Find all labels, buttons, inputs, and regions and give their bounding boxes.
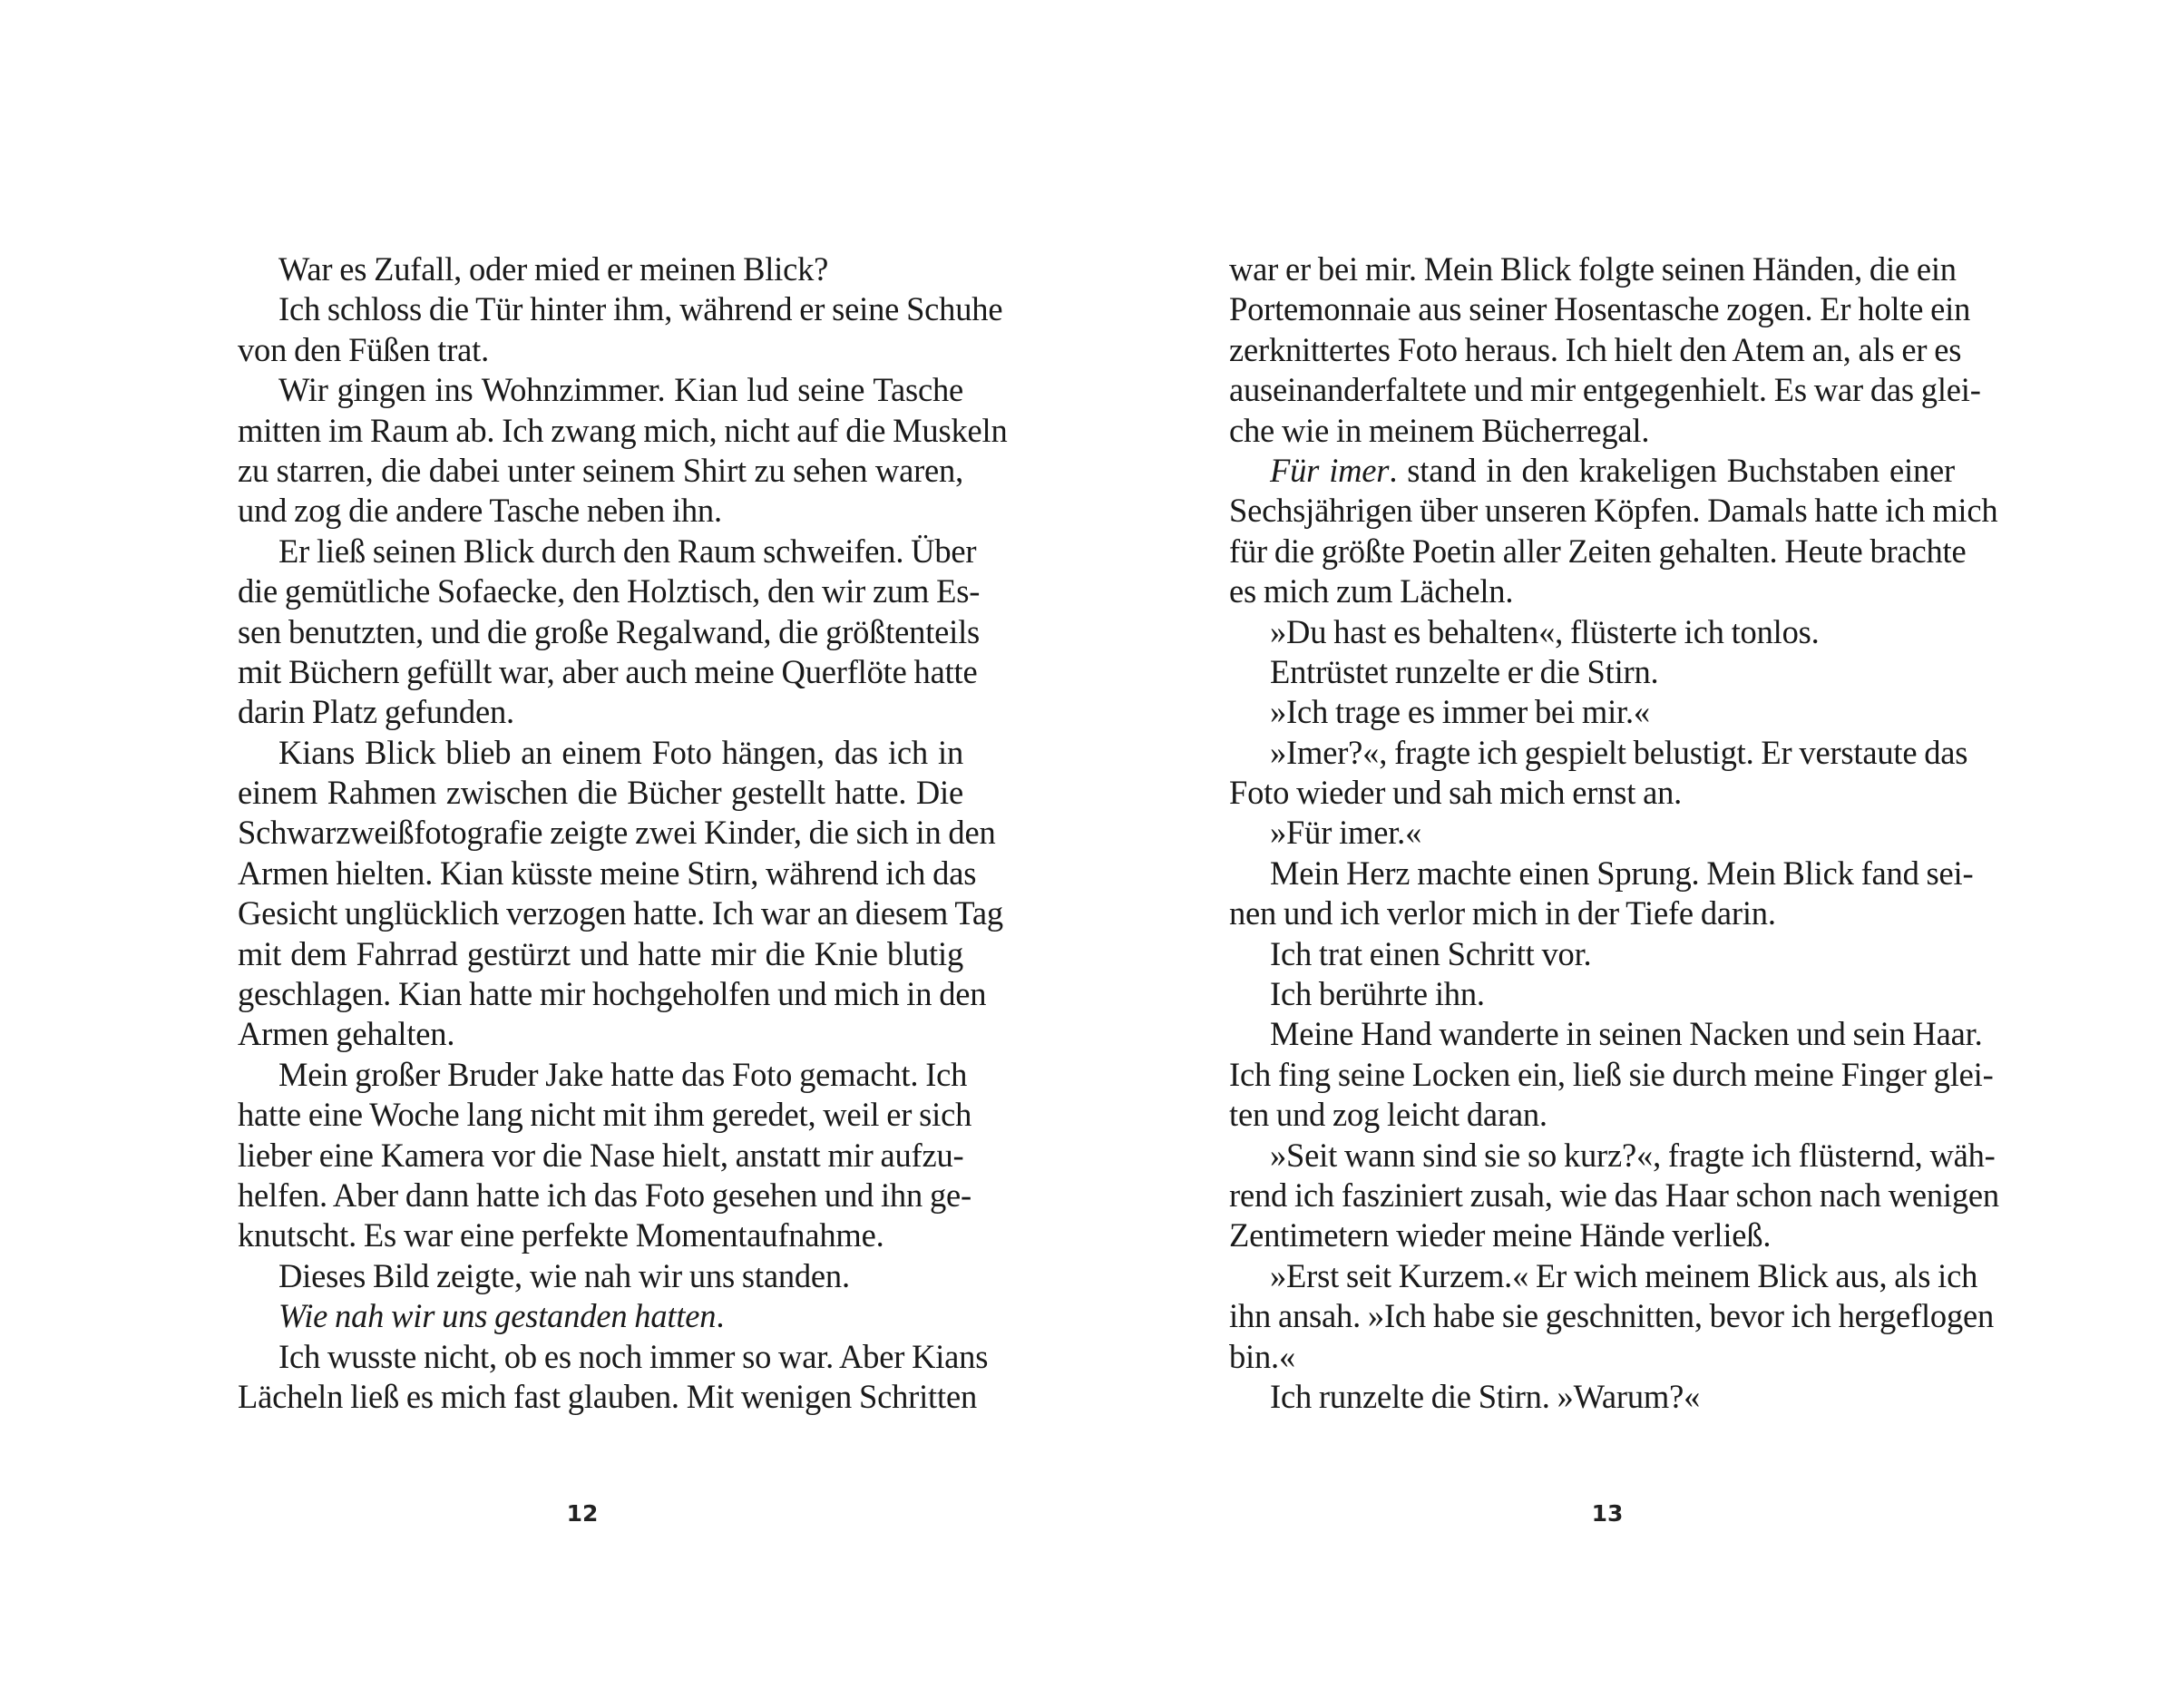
text-line [238, 733, 963, 773]
line-text: es mich zum Lächeln. [1229, 572, 1514, 610]
text-line [1229, 854, 1974, 893]
text-line [238, 612, 981, 652]
text-line [238, 289, 1003, 329]
text-line [238, 1095, 972, 1135]
text-line [238, 1256, 963, 1296]
text-line [1229, 1176, 1999, 1215]
text-line [1229, 1215, 1955, 1255]
line-text: nen und ich verlor mich in der Tiefe darin. [1229, 894, 1776, 932]
text-line [238, 1176, 971, 1215]
line-text: von den Füßen trat. [238, 330, 490, 368]
line-text: ihn ansah. »Ich habe sie geschnitten, bevor ich hergeflogen [1229, 1297, 1995, 1335]
text-line [238, 249, 963, 289]
line-text: War es Zufall, oder mied er meinen Blick? [278, 250, 829, 288]
line-text: Gesicht unglücklich verzogen hatte. Ich war an diesem Tag [238, 894, 1003, 932]
line-text: geschlagen. Kian hatte mir hochgeholfen und mich in den [238, 975, 987, 1013]
line-text: für die größte Poetin aller Zeiten gehalten. Heute brachte [1229, 532, 1967, 570]
right-page-body [1229, 249, 1999, 1417]
italic-phrase: Für imer [1270, 451, 1390, 489]
line-text: knutscht. Es war eine perfekte Momentaufnahme. [238, 1216, 884, 1254]
line-text: hatte eine Woche lang nicht mit ihm geredet, weil er sich [238, 1096, 972, 1134]
text-line [238, 1136, 963, 1176]
line-text: Ich runzelte die Stirn. »Warum?« [1270, 1377, 1701, 1415]
line-text: und zog die andere Tasche neben ihn. [238, 492, 722, 530]
text-line [1229, 249, 1955, 289]
text-line [1229, 330, 1962, 370]
text-line [1229, 893, 1955, 933]
text-line [238, 1055, 968, 1095]
text-line [1229, 974, 1955, 1014]
text-line [238, 893, 1003, 933]
line-text: darin Platz gefunden. [238, 693, 514, 731]
left-page [0, 0, 1088, 1708]
line-text: Foto wieder und sah mich ernst an. [1229, 774, 1683, 812]
line-text: Kians Blick blieb an einem Foto hängen, das ich in [278, 733, 963, 771]
text-line [1229, 1296, 1995, 1336]
page-number-left: 12 [566, 1500, 599, 1527]
text-line [1229, 1055, 1994, 1095]
line-text: war er bei mir. Mein Blick folgte seinen Händen, die ein [1229, 250, 1957, 288]
line-text: zerknittertes Foto heraus. Ich hielt den Atem an, als er es [1229, 330, 1962, 368]
line-text: Ich trat einen Schritt vor. [1270, 934, 1592, 972]
left-page-body [238, 249, 1008, 1417]
text-line [238, 411, 1008, 451]
line-text: »Erst seit Kurzem.« Er wich meinem Blick aus, als ich [1270, 1256, 1978, 1294]
line-text: . [716, 1297, 725, 1335]
text-line [1229, 289, 1971, 329]
text-line [1229, 451, 1955, 491]
text-line [1229, 1095, 1955, 1135]
line-text: Entrüstet runzelte er die Stirn. [1270, 652, 1659, 690]
text-line [238, 1014, 963, 1054]
text-line [238, 652, 978, 692]
page-number-right: 13 [1591, 1500, 1624, 1527]
line-text: lieber eine Kamera vor die Nase hielt, anstatt mir aufzu- [238, 1136, 964, 1174]
line-text: Lächeln ließ es mich fast glauben. Mit wenigen Schritten [238, 1377, 977, 1415]
text-line [1229, 1256, 1978, 1296]
line-text: »Du hast es behalten«, flüsterte ich tonlos. [1270, 612, 1820, 650]
text-line [1229, 1014, 1983, 1054]
right-page [1088, 0, 2177, 1708]
text-line [1229, 532, 1967, 571]
text-line [238, 330, 963, 370]
line-text: Dieses Bild zeigte, wie nah wir uns standen. [278, 1256, 850, 1294]
text-line [1229, 1136, 1996, 1176]
text-line [238, 813, 996, 853]
line-text: »Imer?«, fragte ich gespielt belustigt. Er verstaute das [1270, 733, 1968, 771]
text-line [238, 1337, 989, 1377]
text-line [238, 370, 963, 410]
line-text: Schwarzweißfotografie zeigte zwei Kinder, die sich in den [238, 814, 996, 852]
line-text: mit dem Fahrrad gestürzt und hatte mir die Knie blutig [238, 934, 963, 972]
line-text: »Für imer.« [1270, 814, 1422, 852]
text-line [238, 1377, 977, 1417]
text-line [1229, 934, 1955, 974]
line-text: . stand in den krakeligen Buchstaben einer [1389, 451, 1955, 489]
text-line [1229, 813, 1955, 853]
line-text: mit Büchern gefüllt war, aber auch meine Querflöte hatte [238, 652, 978, 690]
line-text: Ich wusste nicht, ob es noch immer so war. Aber Kians [278, 1337, 989, 1375]
text-line [1229, 571, 1955, 611]
line-text: Er ließ seinen Blick durch den Raum schweifen. Über [278, 532, 977, 570]
text-line [1229, 612, 1955, 652]
text-line [238, 692, 963, 732]
line-text: zu starren, die dabei unter seinem Shirt zu sehen waren, [238, 451, 963, 489]
text-line [238, 854, 977, 893]
text-line [238, 491, 963, 531]
line-text: che wie in meinem Bücherregal. [1229, 411, 1650, 449]
line-text: Mein großer Bruder Jake hatte das Foto gemacht. Ich [278, 1055, 968, 1093]
line-text: Mein Herz machte einen Sprung. Mein Blick fand sei- [1270, 854, 1974, 892]
text-line [238, 571, 981, 611]
line-text: ten und zog leicht daran. [1229, 1096, 1547, 1134]
line-text: Armen hielten. Kian küsste meine Stirn, während ich das [238, 854, 977, 892]
line-text: rend ich fasziniert zusah, wie das Haar schon nach wenigen [1229, 1176, 1999, 1214]
text-line [238, 1215, 963, 1255]
line-text: sen benutzten, und die große Regalwand, die größtenteils [238, 612, 981, 650]
text-line [238, 974, 987, 1014]
text-line [238, 773, 963, 813]
line-text: Sechsjährigen über unseren Köpfen. Damals hatte ich mich [1229, 492, 1998, 530]
text-line [1229, 370, 1981, 410]
line-text: Ich berührte ihn. [1270, 975, 1485, 1013]
line-text: mitten im Raum ab. Ich zwang mich, nicht auf die Muskeln [238, 411, 1008, 449]
line-text: Armen gehalten. [238, 1015, 455, 1053]
line-text: Zentimetern wieder meine Hände verließ. [1229, 1216, 1772, 1254]
text-line [1229, 692, 1955, 732]
text-line [1229, 491, 1998, 531]
line-text: auseinanderfaltete und mir entgegenhielt. Es war das glei- [1229, 371, 1981, 409]
line-text: Portemonnaie aus seiner Hosentasche zogen. Er holte ein [1229, 290, 1971, 328]
text-line [238, 934, 963, 974]
line-text: Ich schloss die Tür hinter ihm, während er seine Schuhe [278, 290, 1003, 328]
line-text: Wir gingen ins Wohnzimmer. Kian lud seine Tasche [278, 371, 963, 409]
line-text: »Seit wann sind sie so kurz?«, fragte ich flüsternd, wäh- [1270, 1136, 1996, 1174]
line-text: Ich fing seine Locken ein, ließ sie durch meine Finger glei- [1229, 1055, 1994, 1093]
text-line [1229, 652, 1955, 692]
line-text: Meine Hand wanderte in seinen Nacken und sein Haar. [1270, 1015, 1983, 1053]
line-text: die gemütliche Sofaecke, den Holztisch, den wir zum Es- [238, 572, 981, 610]
text-line [1229, 773, 1955, 813]
text-line [1229, 1377, 1955, 1417]
text-line [238, 451, 963, 491]
line-text: helfen. Aber dann hatte ich das Foto gesehen und ihn ge- [238, 1176, 971, 1214]
text-line [1229, 1337, 1955, 1377]
text-line [238, 1296, 963, 1336]
text-line [1229, 411, 1955, 451]
text-line [1229, 733, 1968, 773]
line-text: »Ich trage es immer bei mir.« [1270, 693, 1650, 731]
text-line [238, 532, 977, 571]
italic-phrase: Wie nah wir uns gestanden hatten [278, 1297, 717, 1335]
line-text: einem Rahmen zwischen die Bücher gestellt hatte. Die [238, 774, 963, 812]
line-text: bin.« [1229, 1337, 1296, 1375]
